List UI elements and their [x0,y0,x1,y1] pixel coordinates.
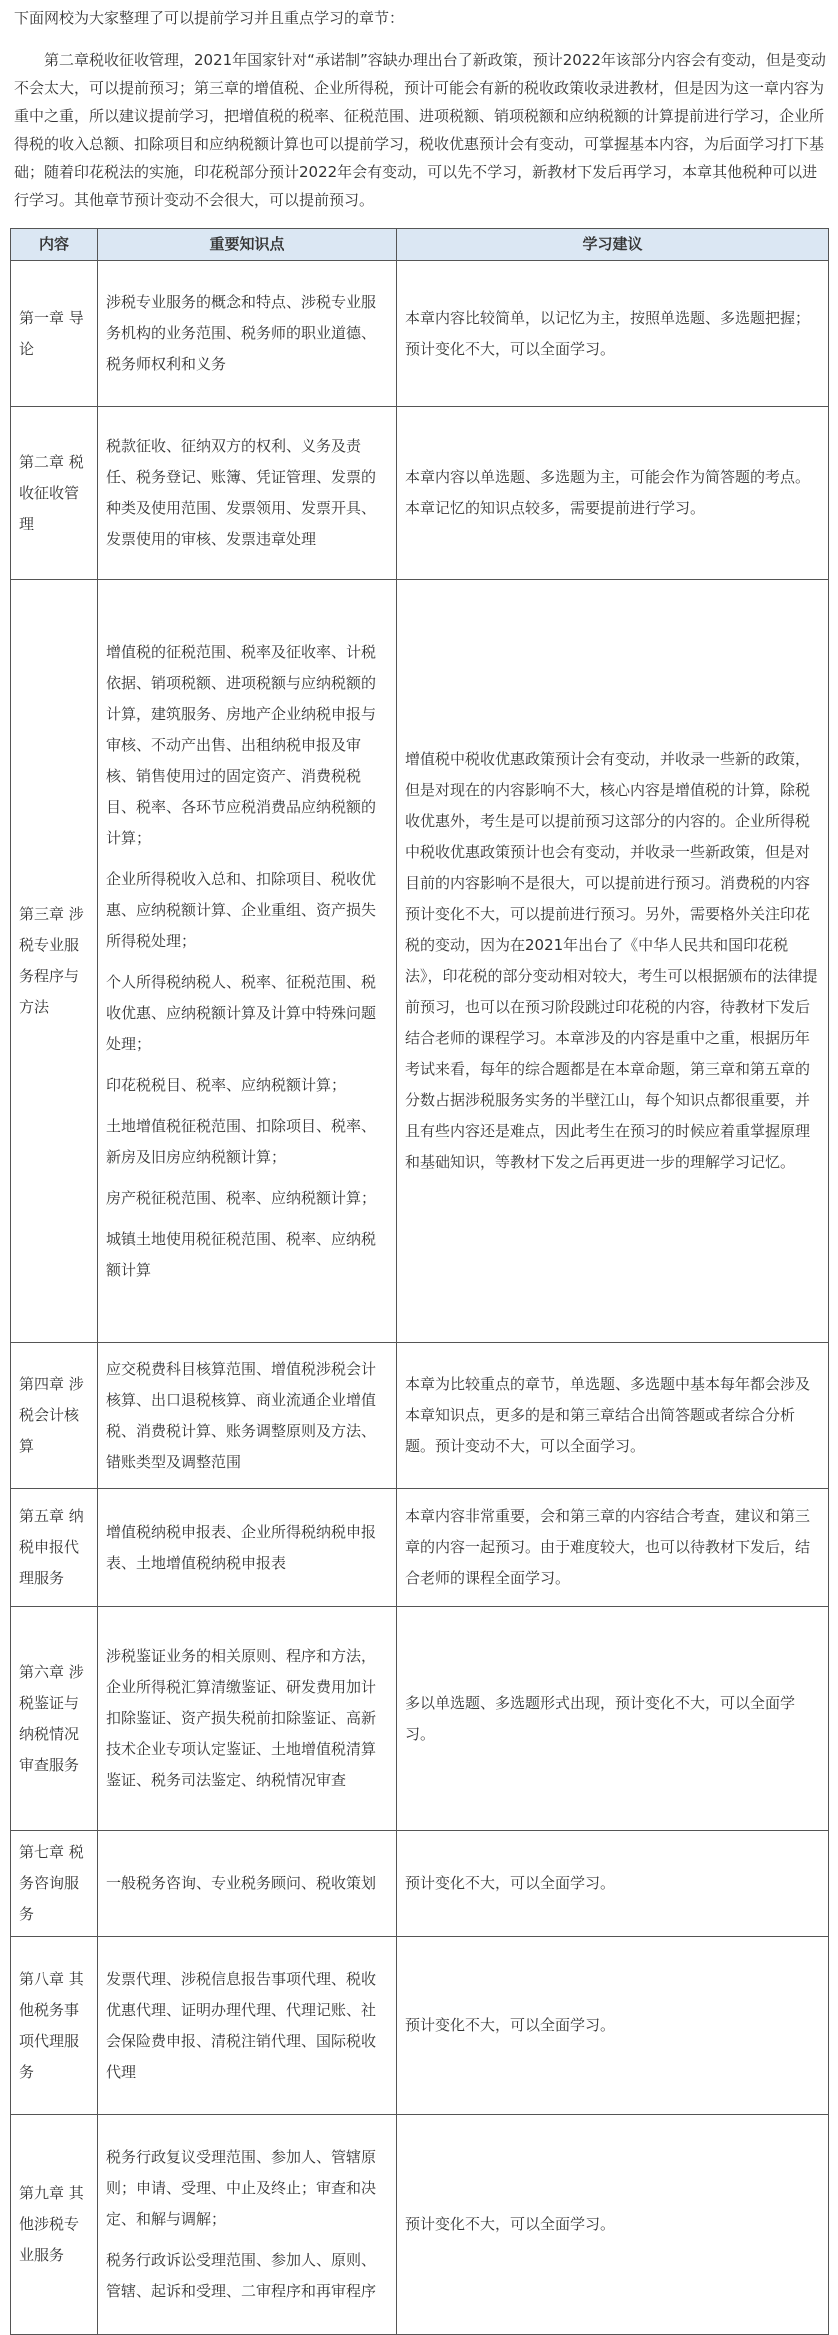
key-points-cell [98,2115,397,2335]
advice-cell: 增值税中税收优惠政策预计会有变动，并收录一些新的政策，但是对现在的内容影响不大，核心内容是增值税的计算，除税收优惠外，考生是可以提前预习这部分的内容的。企业所得税中税收优惠政策预计也会有变动，并收录一些新政策，但是对目前的内容影响不是很大，可以提前进行预习。消费税的内容预计变化不大，可以提前进行预习。另外，需要格外关注印花税的变动，因为在2021年出台了《中华人民共和国印花税法》，印花税的部分变动相对较大，考生可以根据颁布的法律提前预习，也可以在预习阶段跳过印花税的内容，待教材下发后结合老师的课程学习。本章涉及的内容是重中之重，根据历年考试来看，每年的综合题都是在本章命题，第三章和第五章的分数占据涉税服务实务的半壁江山，每个知识点都很重要，并且有些内容还是难点，因此考生在预习的时候应着重掌握原理和基础知识，等教材下发之后再更进一步的理解学习记忆。 [397,580,829,1343]
chapter-table [10,228,829,2335]
key-points-cell [98,580,397,1343]
key-points-cell [98,1489,397,1607]
key-points-cell [98,1831,397,1937]
table-header-row [11,229,829,261]
advice-cell: 本章内容以单选题、多选题为主，可能会作为简答题的考点。本章记忆的知识点较多，需要提前进行学习。 [397,407,829,580]
table-row [11,407,829,580]
chapter-cell: 第九章 其他涉税专业服务 [11,2115,98,2335]
key-point: 税务行政诉讼受理范围、参加人、原则、管辖、起诉和受理、二审程序和再审程序 [106,2251,377,2300]
key-point: 企业所得税收入总和、扣除项目、税收优惠、应纳税额计算、企业重组、资产损失所得税处理； [106,869,377,950]
advice-cell: 多以单选题、多选题形式出现，预计变化不大，可以全面学习。 [397,1607,829,1831]
advice-cell: 预计变化不大，可以全面学习。 [397,1831,829,1937]
key-point: 城镇土地使用税征税范围、税率、应纳税额计算 [106,1229,377,1279]
intro [14,4,828,214]
table-row [11,1489,829,1607]
table-row [11,1831,829,1937]
header-key-points: 重要知识点 [98,229,397,261]
key-point: 个人所得税纳税人、税率、征税范围、税收优惠、应纳税额计算及计算中特殊问题处理； [106,972,377,1053]
key-point: 发票代理、涉税信息报告事项代理、税收优惠代理、证明办理代理、代理记账、社会保险费申报、清税注销代理、国际税收代理 [106,1969,377,2081]
key-point: 税款征收、征纳双方的权利、义务及责任、税务登记、账簿、凭证管理、发票的种类及使用范围、发票领用、发票开具、发票使用的审核、发票违章处理 [106,437,377,548]
key-points-cell [98,261,397,407]
key-point: 房产税征税范围、税率、应纳税额计算； [106,1188,377,1207]
table-row [11,1607,829,1831]
chapter-cell: 第七章 税务咨询服务 [11,1831,98,1937]
table-row [11,261,829,407]
advice-cell: 预计变化不大，可以全面学习。 [397,1937,829,2115]
chapter-cell: 第八章 其他税务事项代理服务 [11,1937,98,2115]
chapter-cell: 第一章 导论 [11,261,98,407]
table-row [11,2115,829,2335]
key-point: 印花税税目、税率、应纳税额计算； [106,1075,347,1094]
advice-cell: 本章为比较重点的章节，单选题、多选题中基本每年都会涉及本章知识点，更多的是和第三章结合出简答题或者综合分析题。预计变动不大，可以全面学习。 [397,1343,829,1489]
key-point: 税务行政复议受理范围、参加人、管辖原则；申请、受理、中止及终止；审查和决定、和解与调解； [106,2148,377,2228]
intro-body: 第二章税收征收管理，2021年国家针对“承诺制”容缺办理出台了新政策，预计2022年该部分内容会有变动，但是变动不会太大，可以提前预习；第三章的增值税、企业所得税，预计可能会有新的税收政策收录进教材，但是因为这一章内容为重中之重，所以建议提前学习，把增值税的税率、征税范围、进项税额、销项税额和应纳税额的计算提前进行学习，企业所得税的收入总额、扣除项目和应纳税额计算也可以提前学习，税收优惠预计会有变动，可掌握基本内容，为后面学习打下基础；随着印花税法的实施，印花税部分预计2022年会有变动，可以先不学习，新教材下发后再学习，本章其他税种可以进行学习。其他章节预计变动不会很大，可以提前预习。 [14,51,826,209]
header-content: 内容 [11,229,98,261]
chapter-cell: 第三章 涉税专业服务程序与方法 [11,580,98,1343]
advice-cell: 本章内容非常重要，会和第三章的内容结合考查，建议和第三章的内容一起预习。由于难度较大，也可以待教材下发后，结合老师的课程全面学习。 [397,1489,829,1607]
key-point: 增值税的征税范围、税率及征收率、计税依据、销项税额、进项税额与应纳税额的计算，建筑服务、房地产企业纳税申报与审核、不动产出售、出租纳税申报及审核、销售使用过的固定资产、消费税税目、税率、各环节应税消费品应纳税额的计算； [106,642,377,847]
advice-cell: 本章内容比较简单，以记忆为主，按照单选题、多选题把握；预计变化不大，可以全面学习。 [397,261,829,407]
key-points-cell [98,407,397,580]
key-point: 应交税费科目核算范围、增值税涉税会计核算、出口退税核算、商业流通企业增值税、消费税计算、账务调整原则及方法、错账类型及调整范围 [106,1359,377,1471]
chapter-cell: 第六章 涉税鉴证与纳税情况审查服务 [11,1607,98,1831]
table-row [11,1343,829,1489]
key-point: 增值税纳税申报表、企业所得税纳税申报表、土地增值税纳税申报表 [106,1522,377,1572]
key-points-cell [98,1343,397,1489]
key-points-cell [98,1937,397,2115]
chapter-cell: 第二章 税收征收管理 [11,407,98,580]
chapter-cell: 第四章 涉税会计核算 [11,1343,98,1489]
article [0,4,838,2335]
key-points-cell [98,1607,397,1831]
key-point: 涉税专业服务的概念和特点、涉税专业服务机构的业务范围、税务师的职业道德、税务师权利和义务 [106,293,377,373]
table-row [11,1937,829,2115]
header-study-advice: 学习建议 [397,229,829,261]
key-point: 一般税务咨询、专业税务顾问、税收策划 [106,1874,377,1892]
chapter-cell: 第五章 纳税申报代理服务 [11,1489,98,1607]
advice-cell: 预计变化不大，可以全面学习。 [397,2115,829,2335]
key-point: 土地增值税征税范围、扣除项目、税率、新房及旧房应纳税额计算； [106,1116,377,1166]
table-row [11,580,829,1343]
key-point: 涉税鉴证业务的相关原则、程序和方法，企业所得税汇算清缴鉴证、研发费用加计扣除鉴证、资产损失税前扣除鉴证、高新技术企业专项认定鉴证、土地增值税清算鉴证、税务司法鉴定、纳税情况审查 [106,1647,377,1789]
intro-lead: 下面网校为大家整理了可以提前学习并且重点学习的章节： [14,9,405,27]
